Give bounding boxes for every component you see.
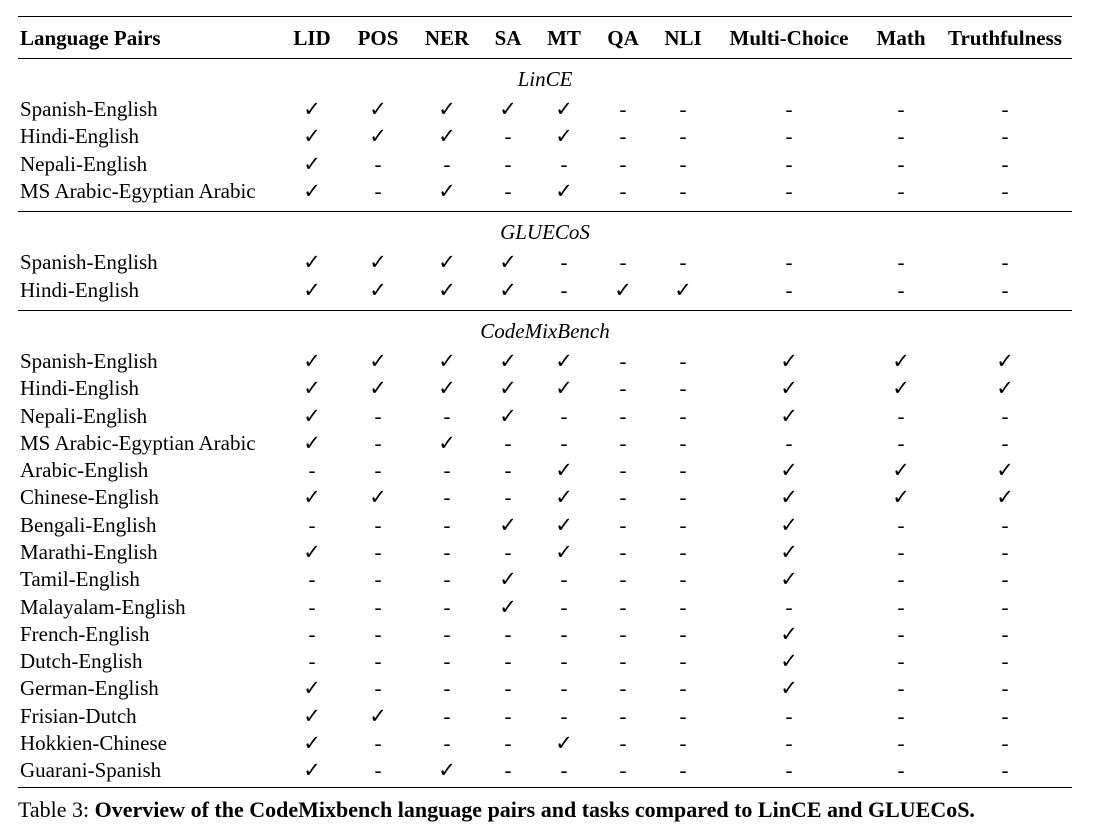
checkmark-cell: ✓ — [499, 97, 517, 122]
checkmark-cell: ✓ — [303, 430, 321, 455]
column-header: POS — [344, 17, 412, 59]
column-header: Language Pairs — [18, 17, 280, 59]
dash-cell: - — [443, 621, 451, 646]
dash-cell: - — [619, 179, 627, 204]
dash-cell: - — [619, 731, 627, 756]
checkmark-cell: ✓ — [499, 567, 517, 592]
table-row — [18, 348, 1072, 375]
dash-cell: - — [619, 376, 627, 401]
dash-cell: - — [1001, 567, 1009, 592]
dash-cell: - — [679, 97, 687, 122]
dash-cell: - — [560, 649, 568, 674]
checkmark-cell: ✓ — [555, 179, 573, 204]
dash-cell: - — [619, 485, 627, 510]
language-pair-cell: Chinese-English — [20, 485, 159, 510]
dash-cell: - — [374, 540, 382, 564]
checkmark-cell: ✓ — [499, 250, 517, 275]
dash-cell: - — [897, 594, 905, 619]
dash-cell: - — [897, 277, 905, 302]
table-row — [18, 730, 1072, 757]
checkmark-cell: ✓ — [303, 151, 321, 176]
language-pair-cell: Hokkien-Chinese — [20, 731, 167, 756]
dash-cell: - — [482, 757, 534, 787]
checkmark-cell: ✓ — [499, 277, 517, 302]
table-row — [18, 648, 1072, 675]
section-title: LinCE — [517, 67, 573, 91]
dash-cell: - — [443, 458, 451, 483]
checkmark-cell: ✓ — [303, 179, 321, 204]
checkmark-cell: ✓ — [892, 376, 910, 401]
dash-cell: - — [679, 731, 687, 756]
dash-cell: - — [619, 348, 627, 373]
checkmark-cell: ✓ — [892, 348, 910, 373]
checkmark-cell: ✓ — [303, 124, 321, 149]
section-header-row — [18, 310, 1072, 348]
dash-cell: - — [560, 403, 568, 428]
language-pair-cell: Nepali-English — [20, 403, 148, 428]
checkmark-cell: ✓ — [674, 277, 692, 302]
dash-cell: - — [897, 676, 905, 701]
checkmark-cell: ✓ — [438, 250, 456, 275]
column-header: Multi-Choice — [714, 17, 864, 59]
dash-cell: - — [679, 512, 687, 537]
dash-cell: - — [308, 621, 316, 646]
checkmark-cell: ✓ — [780, 540, 798, 564]
table-row — [18, 375, 1072, 402]
checkmark-cell: ✓ — [555, 485, 573, 510]
language-pair-cell: MS Arabic-Egyptian Arabic — [20, 179, 256, 204]
dash-cell: - — [679, 376, 687, 401]
dash-cell: - — [679, 676, 687, 701]
dash-cell: - — [504, 676, 512, 701]
table-row — [18, 96, 1072, 123]
dash-cell: - — [897, 179, 905, 204]
checkmark-cell: ✓ — [303, 250, 321, 275]
dash-cell: - — [679, 703, 687, 728]
language-pair-cell: Guarani-Spanish — [18, 757, 280, 787]
checkmark-cell: ✓ — [438, 376, 456, 401]
checkmark-cell: ✓ — [438, 124, 456, 149]
language-pair-cell: MS Arabic-Egyptian Arabic — [20, 430, 256, 455]
dash-cell: - — [504, 179, 512, 204]
dash-cell: - — [1001, 594, 1009, 619]
checkmark-cell: ✓ — [303, 731, 321, 756]
dash-cell: - — [374, 512, 382, 537]
language-pair-cell: Spanish-English — [20, 250, 158, 275]
dash-cell: - — [374, 458, 382, 483]
dash-cell: - — [443, 512, 451, 537]
dash-cell: - — [504, 540, 512, 564]
dash-cell: - — [897, 250, 905, 275]
language-pair-cell: Frisian-Dutch — [20, 703, 137, 728]
dash-cell: - — [1001, 403, 1009, 428]
checkmark-cell: ✓ — [369, 124, 387, 149]
checkmark-cell: ✓ — [303, 403, 321, 428]
column-header: SA — [482, 17, 534, 59]
table-row — [18, 621, 1072, 648]
checkmark-cell: ✓ — [780, 649, 798, 674]
dash-cell: - — [1001, 277, 1009, 302]
dash-cell: - — [443, 676, 451, 701]
table-row — [18, 566, 1072, 593]
dash-cell: - — [560, 277, 568, 302]
checkmark-cell: ✓ — [499, 594, 517, 619]
dash-cell: - — [443, 594, 451, 619]
language-pair-cell: German-English — [20, 676, 159, 701]
dash-cell: - — [897, 731, 905, 756]
checkmark-cell: ✓ — [780, 676, 798, 701]
dash-cell: - — [785, 97, 793, 122]
dash-cell: - — [308, 458, 316, 483]
dash-cell: - — [619, 430, 627, 455]
dash-cell: - — [1001, 703, 1009, 728]
dash-cell: - — [679, 540, 687, 564]
dash-cell: - — [443, 703, 451, 728]
language-pair-cell: Arabic-English — [20, 458, 149, 483]
dash-cell: - — [443, 567, 451, 592]
checkmark-cell: ✓ — [780, 512, 798, 537]
checkmark-cell: ✓ — [369, 376, 387, 401]
table-row — [18, 512, 1072, 539]
language-pair-cell: Marathi-English — [20, 540, 158, 564]
dash-cell: - — [897, 567, 905, 592]
dash-cell: - — [619, 703, 627, 728]
dash-cell: - — [374, 594, 382, 619]
header-row — [18, 17, 1072, 59]
dash-cell: - — [619, 151, 627, 176]
dash-cell: - — [679, 485, 687, 510]
dash-cell: - — [443, 649, 451, 674]
dash-cell: - — [864, 757, 938, 787]
dash-cell: - — [308, 567, 316, 592]
checkmark-cell: ✓ — [555, 540, 573, 564]
dash-cell: - — [652, 757, 714, 787]
dash-cell: - — [897, 621, 905, 646]
checkmark-cell: ✓ — [499, 512, 517, 537]
task-overview-table — [18, 16, 1072, 788]
dash-cell: - — [1001, 124, 1009, 149]
dash-cell: - — [1001, 540, 1009, 564]
table-row — [18, 123, 1072, 150]
dash-cell: - — [504, 151, 512, 176]
dash-cell: - — [679, 403, 687, 428]
dash-cell: - — [897, 649, 905, 674]
caption-text: Overview of the CodeMixbench language pairs and tasks compared to LinCE and GLUECoS. — [94, 797, 975, 822]
language-pair-cell: Dutch-English — [20, 649, 143, 674]
language-pair-cell: Tamil-English — [20, 567, 140, 592]
checkmark-cell: ✓ — [614, 277, 632, 302]
checkmark-cell: ✓ — [555, 376, 573, 401]
dash-cell: - — [504, 485, 512, 510]
dash-cell: - — [1001, 512, 1009, 537]
section-header-row — [18, 59, 1072, 97]
dash-cell: - — [443, 540, 451, 564]
dash-cell: - — [504, 731, 512, 756]
dash-cell: - — [679, 430, 687, 455]
table-row — [18, 151, 1072, 178]
dash-cell: - — [897, 124, 905, 149]
checkmark-cell: ✓ — [555, 731, 573, 756]
dash-cell: - — [374, 676, 382, 701]
dash-cell: - — [785, 179, 793, 204]
checkmark-cell: ✓ — [303, 277, 321, 302]
checkmark-cell: ✓ — [369, 277, 387, 302]
dash-cell: - — [504, 621, 512, 646]
dash-cell: - — [1001, 731, 1009, 756]
dash-cell: - — [938, 757, 1072, 787]
dash-cell: - — [1001, 430, 1009, 455]
language-pair-cell: Nepali-English — [20, 151, 148, 176]
table-row — [18, 457, 1072, 484]
checkmark-cell: ✓ — [780, 348, 798, 373]
dash-cell: - — [374, 621, 382, 646]
dash-cell: - — [504, 649, 512, 674]
dash-cell: - — [308, 512, 316, 537]
checkmark-cell: ✓ — [303, 485, 321, 510]
checkmark-cell: ✓ — [780, 458, 798, 483]
dash-cell: - — [785, 430, 793, 455]
checkmark-cell: ✓ — [369, 250, 387, 275]
dash-cell: - — [679, 621, 687, 646]
table-row — [18, 484, 1072, 511]
dash-cell: - — [560, 430, 568, 455]
section-title: GLUECoS — [18, 212, 1072, 250]
dash-cell: - — [344, 757, 412, 787]
dash-cell: - — [679, 151, 687, 176]
checkmark-cell: ✓ — [555, 512, 573, 537]
dash-cell: - — [679, 250, 687, 275]
column-header: MT — [534, 17, 594, 59]
checkmark-cell: ✓ — [780, 403, 798, 428]
dash-cell: - — [679, 567, 687, 592]
dash-cell: - — [897, 403, 905, 428]
checkmark-cell: ✓ — [555, 348, 573, 373]
checkmark-cell: ✓ — [996, 485, 1014, 510]
dash-cell: - — [619, 540, 627, 564]
dash-cell: - — [374, 649, 382, 674]
dash-cell: - — [785, 594, 793, 619]
dash-cell: - — [785, 250, 793, 275]
column-header: Truthfulness — [938, 17, 1072, 59]
checkmark-cell: ✓ — [555, 124, 573, 149]
dash-cell: - — [619, 250, 627, 275]
dash-cell: - — [619, 97, 627, 122]
checkmark-cell: ✓ — [303, 676, 321, 701]
language-pair-cell: Spanish-English — [20, 97, 158, 122]
dash-cell: - — [619, 649, 627, 674]
dash-cell: - — [1001, 97, 1009, 122]
section-header-row — [18, 212, 1072, 250]
checkmark-cell: ✓ — [303, 376, 321, 401]
checkmark-cell: ✓ — [780, 376, 798, 401]
dash-cell: - — [897, 151, 905, 176]
checkmark-cell: ✓ — [369, 97, 387, 122]
dash-cell: - — [594, 757, 652, 787]
checkmark-cell: ✓ — [780, 485, 798, 510]
dash-cell: - — [897, 540, 905, 564]
checkmark-cell: ✓ — [996, 458, 1014, 483]
dash-cell: - — [619, 512, 627, 537]
column-header: NLI — [652, 17, 714, 59]
dash-cell: - — [619, 594, 627, 619]
dash-cell: - — [785, 731, 793, 756]
dash-cell: - — [785, 277, 793, 302]
dash-cell: - — [560, 567, 568, 592]
column-header: LID — [280, 17, 344, 59]
column-header: QA — [594, 17, 652, 59]
dash-cell: - — [714, 757, 864, 787]
dash-cell: - — [560, 250, 568, 275]
checkmark-cell: ✓ — [499, 348, 517, 373]
dash-cell: - — [619, 676, 627, 701]
dash-cell: - — [560, 594, 568, 619]
dash-cell: - — [443, 731, 451, 756]
checkmark-cell: ✓ — [438, 179, 456, 204]
table-body — [18, 59, 1072, 788]
dash-cell: - — [560, 151, 568, 176]
dash-cell: - — [1001, 676, 1009, 701]
table-row — [18, 430, 1072, 457]
checkmark-cell: ✓ — [780, 567, 798, 592]
table-row — [18, 757, 1072, 787]
checkmark-cell: ✓ — [303, 540, 321, 564]
checkmark-cell: ✓ — [996, 348, 1014, 373]
dash-cell: - — [504, 124, 512, 149]
table-row — [18, 675, 1072, 702]
dash-cell: - — [1001, 250, 1009, 275]
dash-cell: - — [308, 594, 316, 619]
dash-cell: - — [504, 703, 512, 728]
dash-cell: - — [1001, 649, 1009, 674]
dash-cell: - — [443, 151, 451, 176]
caption-label: Table 3: — [18, 797, 90, 822]
dash-cell: - — [374, 731, 382, 756]
checkmark-cell: ✓ — [303, 348, 321, 373]
dash-cell: - — [785, 151, 793, 176]
dash-cell: - — [1001, 179, 1009, 204]
checkmark-cell: ✓ — [369, 703, 387, 728]
checkmark-cell: ✓ — [369, 485, 387, 510]
checkmark-cell: ✓ — [303, 97, 321, 122]
dash-cell: - — [560, 621, 568, 646]
table-row — [18, 178, 1072, 205]
dash-cell: - — [679, 594, 687, 619]
checkmark-cell: ✓ — [555, 97, 573, 122]
dash-cell: - — [679, 649, 687, 674]
table-row — [18, 703, 1072, 730]
dash-cell: - — [1001, 151, 1009, 176]
column-header: Math — [864, 17, 938, 59]
dash-cell: - — [443, 403, 451, 428]
checkmark-cell: ✓ — [780, 621, 798, 646]
table-row — [18, 593, 1072, 620]
checkmark-cell: ✓ — [369, 348, 387, 373]
checkmark-cell: ✓ — [412, 757, 482, 787]
dash-cell: - — [504, 458, 512, 483]
dash-cell: - — [308, 649, 316, 674]
dash-cell: - — [619, 458, 627, 483]
dash-cell: - — [374, 403, 382, 428]
checkmark-cell: ✓ — [499, 403, 517, 428]
table-row — [18, 249, 1072, 276]
section-title: CodeMixBench — [18, 310, 1072, 348]
language-pair-cell: Hindi-English — [20, 277, 139, 302]
dash-cell: - — [619, 124, 627, 149]
dash-cell: - — [374, 430, 382, 455]
dash-cell: - — [785, 124, 793, 149]
checkmark-cell: ✓ — [499, 376, 517, 401]
language-pair-cell: Spanish-English — [20, 348, 158, 373]
dash-cell: - — [374, 151, 382, 176]
dash-cell: - — [374, 567, 382, 592]
language-pair-cell: Hindi-English — [20, 376, 139, 401]
language-pair-cell: Bengali-English — [20, 512, 157, 537]
dash-cell: - — [897, 512, 905, 537]
dash-cell: - — [679, 348, 687, 373]
table-row — [18, 539, 1072, 566]
language-pair-cell: French-English — [20, 621, 150, 646]
checkmark-cell: ✓ — [438, 348, 456, 373]
dash-cell: - — [619, 403, 627, 428]
table-caption — [18, 797, 1088, 823]
checkmark-cell: ✓ — [438, 277, 456, 302]
dash-cell: - — [897, 430, 905, 455]
dash-cell: - — [679, 458, 687, 483]
dash-cell: - — [679, 124, 687, 149]
dash-cell: - — [560, 676, 568, 701]
column-header: NER — [412, 17, 482, 59]
dash-cell: - — [897, 703, 905, 728]
dash-cell: - — [1001, 621, 1009, 646]
checkmark-cell: ✓ — [996, 376, 1014, 401]
checkmark-cell: ✓ — [438, 430, 456, 455]
dash-cell: - — [443, 485, 451, 510]
checkmark-cell: ✓ — [438, 97, 456, 122]
checkmark-cell: ✓ — [555, 458, 573, 483]
table-row — [18, 402, 1072, 429]
checkmark-cell: ✓ — [892, 485, 910, 510]
language-pair-cell: Malayalam-English — [20, 594, 186, 619]
dash-cell: - — [897, 97, 905, 122]
checkmark-cell: ✓ — [280, 757, 344, 787]
language-pair-cell: Hindi-English — [20, 124, 139, 149]
checkmark-cell: ✓ — [892, 458, 910, 483]
dash-cell: - — [785, 703, 793, 728]
table-row — [18, 276, 1072, 303]
checkmark-cell: ✓ — [303, 703, 321, 728]
dash-cell: - — [619, 621, 627, 646]
dash-cell: - — [504, 430, 512, 455]
dash-cell: - — [374, 179, 382, 204]
dash-cell: - — [534, 757, 594, 787]
dash-cell: - — [619, 567, 627, 592]
dash-cell: - — [560, 703, 568, 728]
dash-cell: - — [679, 179, 687, 204]
